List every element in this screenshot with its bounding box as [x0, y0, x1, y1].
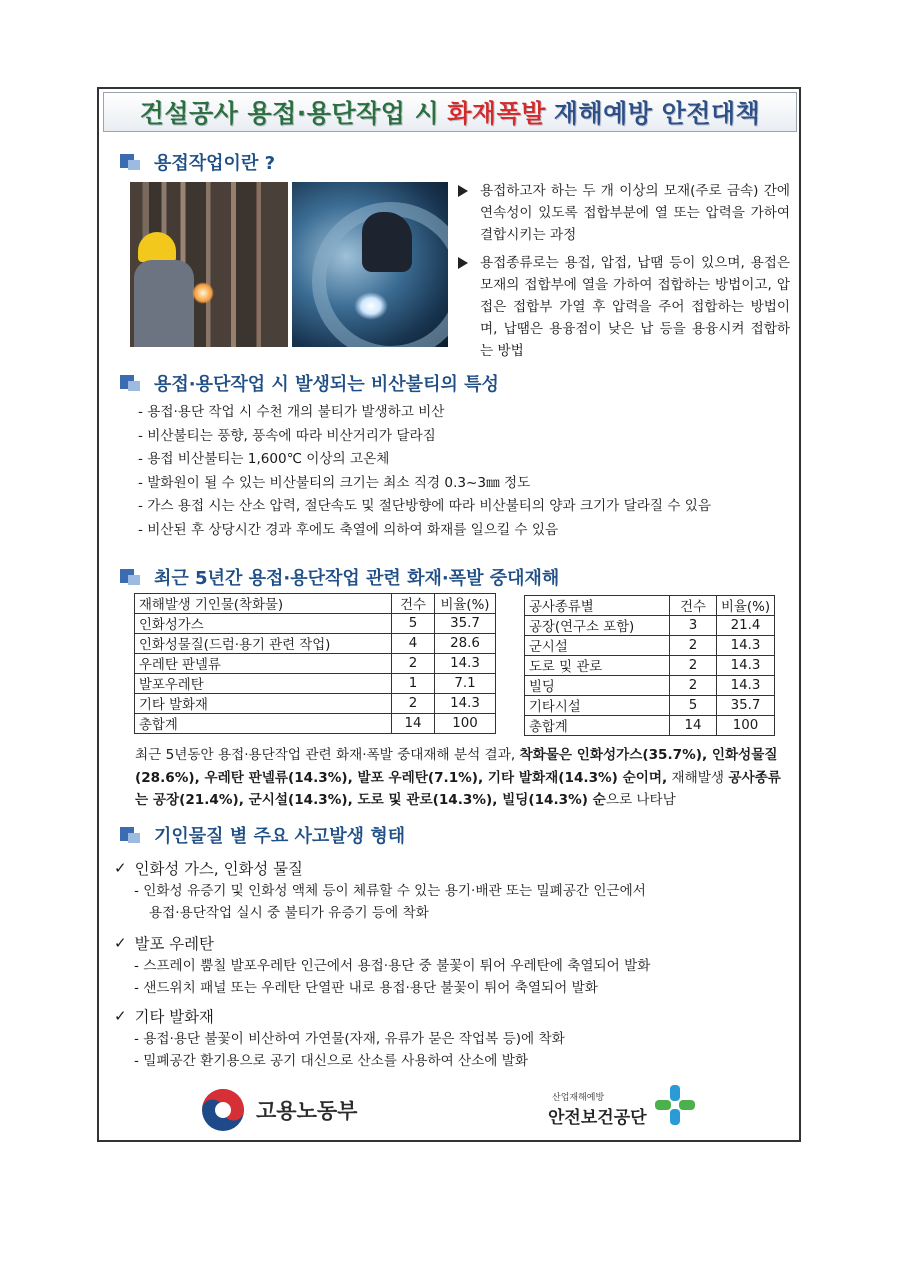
section3-heading-text: 최근 5년간 용접·용단작업 관련 화재·폭발 중대재해 [154, 568, 560, 589]
check-icon: ✓ [114, 859, 127, 877]
table-cell: 21.4 [717, 616, 775, 636]
table-row [525, 696, 775, 716]
table-row [525, 636, 775, 656]
table-cell: 14.3 [717, 656, 775, 676]
table-row [525, 656, 775, 676]
summary-text: 재해발생 [667, 769, 729, 786]
table-header-row [135, 594, 496, 614]
taegeuk-logo-icon [200, 1087, 246, 1133]
table-row [525, 716, 775, 736]
summary-bold-text: 착화물은 인화성가스(35.7%), 인화성물질(28.6%), 우레탄 판넬류(14.3%), 발포 우레탄(7.1%), 기타 발화재(14.3%) 순이며, [135, 747, 778, 786]
table-cell: 총합계 [525, 716, 670, 736]
check-icon: ✓ [114, 934, 127, 952]
table-header: 비율(%) [435, 594, 496, 614]
table-cell: 군시설 [525, 636, 670, 656]
summary-text: 최근 5년동안 용접·용단작업 관련 화재·폭발 중대재해 분석 결과, [135, 747, 520, 763]
table-cell: 기타 발화재 [135, 694, 392, 714]
section4-heading-text: 기인물질 별 주요 사고발생 형태 [154, 826, 406, 847]
table-cell: 2 [670, 656, 717, 676]
table-header: 재해발생 기인물(착화물) [135, 594, 392, 614]
table-cell: 14.3 [435, 694, 496, 714]
analysis-summary [135, 744, 791, 812]
kosha-cross-icon [653, 1083, 697, 1127]
group-items [134, 881, 794, 924]
kosha-logo [548, 1090, 697, 1128]
section2-heading [120, 370, 499, 396]
bullet-text: 용접하고자 하는 두 개 이상의 모재(주로 금속) 간에 연속성이 있도록 접합부분에 열 또는 압력을 가하여 결합시키는 과정 [480, 183, 790, 243]
table-cell: 2 [392, 654, 435, 674]
table-cell: 28.6 [435, 634, 496, 654]
table-cell: 14.3 [717, 676, 775, 696]
section1-bullets [458, 180, 790, 368]
construction-type-table [524, 595, 775, 736]
page-title [103, 92, 797, 132]
table-cell: 2 [670, 636, 717, 656]
table-cell: 인화성가스 [135, 614, 392, 634]
worker-shape [134, 260, 194, 347]
ministry-logo [200, 1087, 357, 1133]
spark-shape [192, 282, 214, 304]
list-item: - 발화원이 될 수 있는 비산불티의 크기는 최소 직경 0.3~3㎜ 정도 [138, 474, 531, 491]
list-item: - 비산된 후 상당시간 경과 후에도 축열에 의하여 화재를 일으킬 수 있음 [138, 521, 559, 538]
group-title: 발포 우레탄 [134, 935, 214, 953]
check-icon: ✓ [114, 1007, 127, 1025]
table-row [135, 674, 496, 694]
section-bullet-icon [120, 154, 144, 170]
section-bullet-icon [120, 827, 144, 843]
bullet-text: 용접종류로는 용접, 압접, 납땜 등이 있으며, 용접은 모재의 접합부에 열을 가하여 접합하는 방법이고, 압접은 접합부 가열 후 압력을 주어 접합하는 방법이며, 납땜은 용융점이 낮은 납 등을 용융시켜 접합하는 방법 [480, 255, 790, 359]
list-item: - 가스 용접 시는 산소 압력, 절단속도 및 절단방향에 따라 비산불티의 양과 크기가 달라질 수 있음 [138, 498, 712, 515]
group-heading [114, 857, 303, 879]
table-cell: 5 [392, 614, 435, 634]
table-cell: 우레탄 판넬류 [135, 654, 392, 674]
section-bullet-icon [120, 569, 144, 585]
title-part2: 화재폭발 [447, 99, 546, 128]
summary-bold-text: 공사종류는 공장(21.4%), 군시설(14.3%), 도로 및 관로(14.3%), 빌딩(14.3%) 순 [135, 769, 781, 808]
spark-characteristics-list [138, 401, 711, 543]
table-row [135, 654, 496, 674]
table-cell: 14 [670, 716, 717, 736]
summary-text: 으로 나타남 [605, 792, 676, 808]
table-header: 건수 [670, 596, 717, 616]
triangle-bullet-icon [458, 185, 468, 197]
bullet-item [458, 252, 790, 362]
table-row [135, 694, 496, 714]
table-cell: 100 [435, 714, 496, 734]
table-header: 건수 [392, 594, 435, 614]
kosha-name: 안전보건공단 [548, 1108, 647, 1128]
arc-spark-shape [354, 292, 388, 320]
table-cell: 공장(연구소 포함) [525, 616, 670, 636]
table-cell: 5 [670, 696, 717, 716]
section4-heading [120, 822, 405, 848]
table-cell: 100 [717, 716, 775, 736]
list-item: - 인화성 유증기 및 인화성 액체 등이 체류할 수 있는 용기·배관 또는 밀폐공간 인근에서 [134, 883, 646, 899]
section3-heading [120, 564, 559, 590]
welding-mask-shape [362, 212, 412, 272]
list-item: - 비산불티는 풍향, 풍속에 따라 비산거리가 달라짐 [138, 427, 436, 444]
welding-photo-2 [292, 182, 448, 347]
table-row [135, 714, 496, 734]
group-heading [114, 932, 214, 954]
table-cell: 14 [392, 714, 435, 734]
group-title: 인화성 가스, 인화성 물질 [134, 860, 303, 878]
bullet-item [458, 180, 790, 246]
table-row [525, 616, 775, 636]
table-cell: 14.3 [435, 654, 496, 674]
ministry-name: 고용노동부 [256, 1099, 358, 1123]
table-cell: 35.7 [435, 614, 496, 634]
title-part1: 건설공사 용접·용단작업 시 [139, 99, 440, 128]
table-cell: 도로 및 관로 [525, 656, 670, 676]
ignition-material-table [134, 593, 496, 734]
table-cell: 7.1 [435, 674, 496, 694]
list-item: - 스프레이 뿜칠 발포우레탄 인근에서 용접·용단 중 불꽃이 튀어 우레탄에 축열되어 발화 [134, 958, 651, 974]
list-item: - 밀폐공간 환기용으로 공기 대신으로 산소를 사용하여 산소에 발화 [134, 1052, 529, 1069]
helmet-shape [138, 232, 176, 262]
group-items [134, 956, 794, 999]
welding-photo-1 [130, 182, 288, 347]
section1-heading-text: 용접작업이란 ? [154, 153, 276, 174]
section1-heading [120, 149, 275, 175]
table-row [525, 676, 775, 696]
table-header: 공사종류별 [525, 596, 670, 616]
table-cell: 3 [670, 616, 717, 636]
table-row [135, 634, 496, 654]
table-cell: 2 [670, 676, 717, 696]
list-item: - 용접 비산불티는 1,600℃ 이상의 고온체 [138, 451, 390, 468]
group-title: 기타 발화재 [134, 1008, 214, 1026]
table-cell: 35.7 [717, 696, 775, 716]
table-cell: 4 [392, 634, 435, 654]
table-header-row [525, 596, 775, 616]
section-bullet-icon [120, 375, 144, 391]
table-cell: 14.3 [717, 636, 775, 656]
group-items [134, 1029, 794, 1072]
group-heading [114, 1005, 214, 1027]
table-cell: 기타시설 [525, 696, 670, 716]
title-part3: 재해예방 안전대책 [553, 99, 761, 128]
list-item: - 샌드위치 패널 또는 우레탄 단열판 내로 용접·용단 불꽃이 튀어 축열되어 발화 [134, 979, 598, 996]
list-item: 용접·용단작업 실시 중 불티가 유증기 등에 착화 [149, 904, 429, 921]
table-row [135, 614, 496, 634]
table-cell: 인화성물질(드럼·용기 관련 작업) [135, 634, 392, 654]
table-cell: 1 [392, 674, 435, 694]
table-cell: 총합계 [135, 714, 392, 734]
list-item: - 용접·용단 불꽃이 비산하여 가연물(자재, 유류가 묻은 작업복 등)에 착화 [134, 1031, 565, 1047]
list-item: - 용접·용단 작업 시 수천 개의 불티가 발생하고 비산 [138, 404, 445, 420]
triangle-bullet-icon [458, 257, 468, 269]
table-cell: 발포우레탄 [135, 674, 392, 694]
table-cell: 빌딩 [525, 676, 670, 696]
table-header: 비율(%) [717, 596, 775, 616]
kosha-subtitle: 산업재해예방 [552, 1093, 605, 1103]
section2-heading-text: 용접·용단작업 시 발생되는 비산불티의 특성 [154, 374, 499, 395]
table-cell: 2 [392, 694, 435, 714]
